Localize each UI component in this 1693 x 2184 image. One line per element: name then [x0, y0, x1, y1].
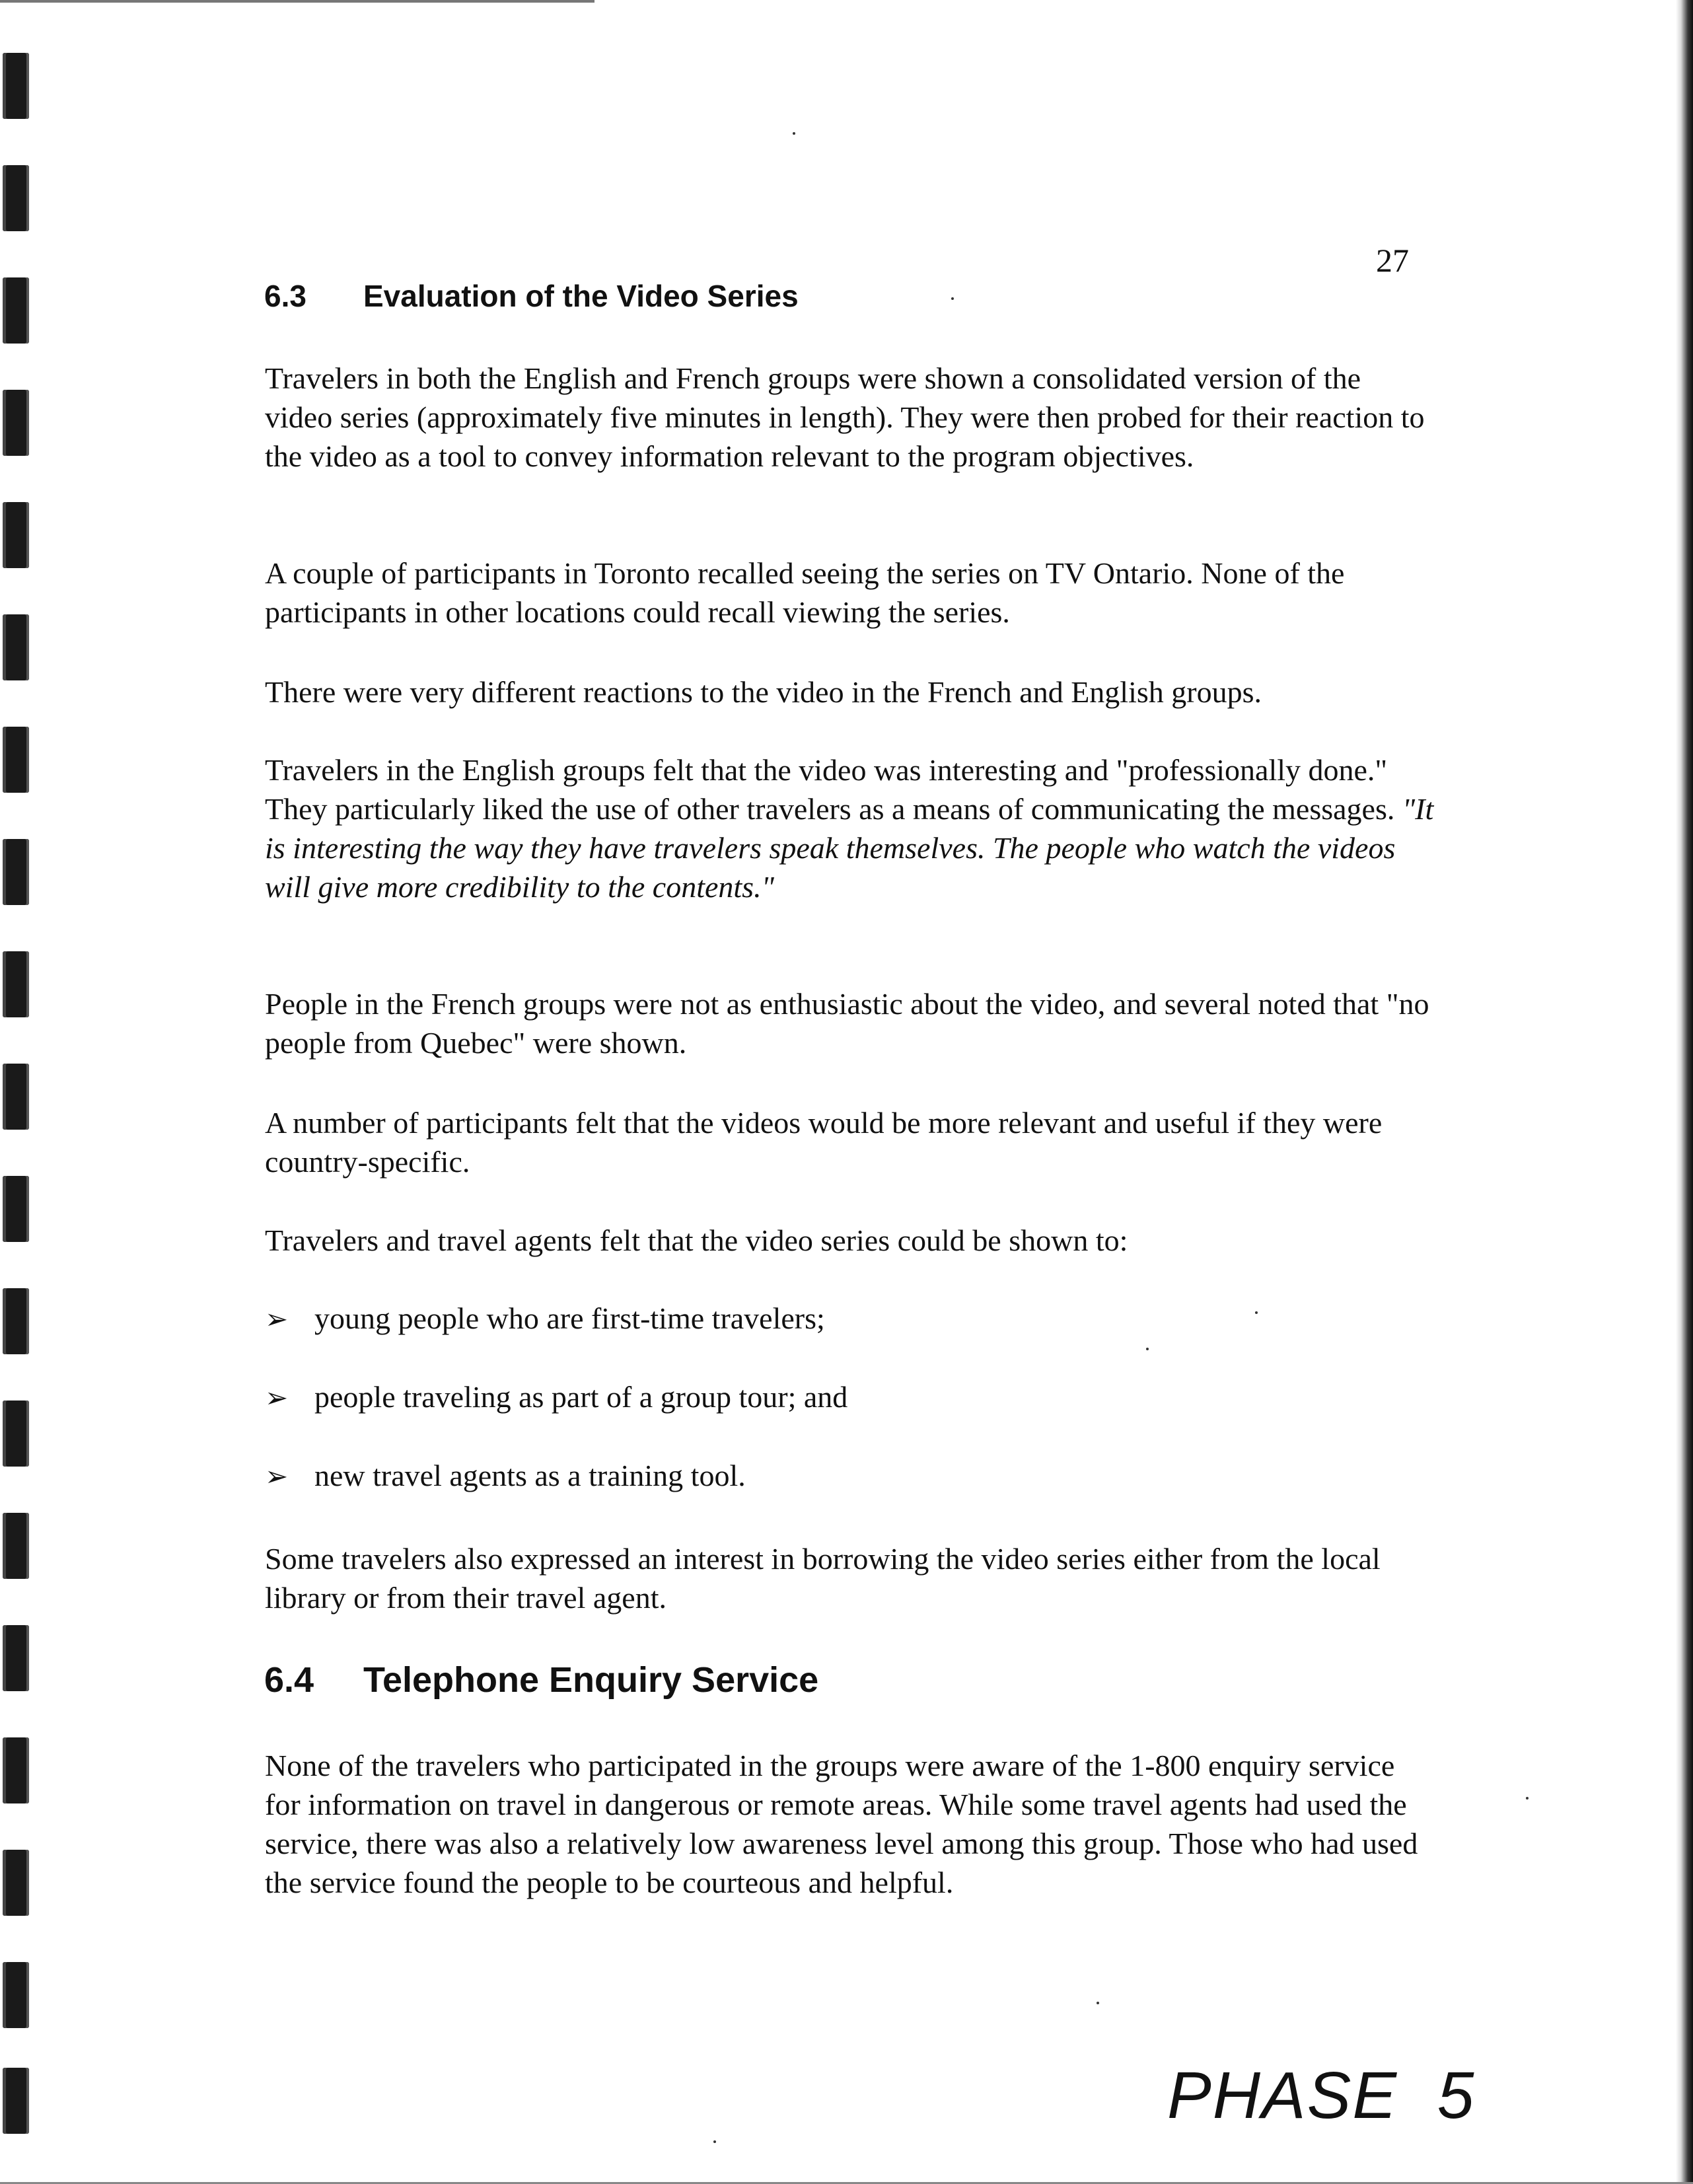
scan-speck [951, 297, 954, 300]
arrow-bullet-icon: ➢ [265, 1462, 289, 1492]
paragraph-recall: A couple of participants in Toronto recalled seeing the series on TV Ontario. None of the participants in other locations could recall viewing the series. [265, 556, 1345, 629]
arrow-bullet-icon: ➢ [265, 1305, 289, 1335]
binding-hole [3, 727, 29, 793]
arrow-bullet-icon: ➢ [265, 1383, 289, 1414]
scan-speck [1097, 2002, 1099, 2004]
paragraph-shown-to: Travelers and travel agents felt that the video series could be shown to: [265, 1223, 1128, 1257]
binding-holes [0, 0, 33, 2184]
bullet-item [265, 1377, 847, 1418]
section-number: 6.4 [264, 1660, 314, 1700]
paragraph-text: Travelers in the English groups felt that the video was interesting and "professionally done." They particularly liked the use of other travelers as a means of communicating the messages. [265, 753, 1402, 826]
binding-hole [3, 277, 29, 344]
scan-speck [1526, 1797, 1529, 1800]
binding-hole [3, 951, 29, 1017]
binding-hole [3, 1513, 29, 1579]
binding-hole [3, 1737, 29, 1803]
paragraph-enquiry-service: None of the travelers who participated in the groups were aware of the 1-800 enquiry service for information on travel in dangerous or remote areas. While some travel agents had used the service, there was also a relatively low awareness level among this group. Those who had used the service found the people to be courteous and helpful. [265, 1749, 1418, 1899]
binding-hole [3, 2068, 29, 2134]
binding-hole [3, 839, 29, 905]
bullet-item [265, 1299, 825, 1340]
binding-hole [3, 1064, 29, 1130]
paragraph-different-reactions: There were very different reactions to the video in the French and English groups. [265, 675, 1262, 709]
section-title: Telephone Enquiry Service [363, 1660, 819, 1700]
paragraph-borrowing: Some travelers also expressed an interest in borrowing the video series either from the local library or from their travel agent. [265, 1542, 1381, 1615]
binding-hole [3, 390, 29, 456]
binding-hole [3, 1625, 29, 1691]
section-number: 6.3 [264, 279, 306, 313]
scan-speck [713, 2140, 716, 2143]
binding-hole [3, 614, 29, 680]
participant-quote: "It is interesting the way they have travelers speak themselves. The people who watch the videos will give more credibility to the contents." [265, 792, 1434, 904]
page-number: 27 [1376, 242, 1409, 279]
section-heading-6-3 [264, 278, 799, 314]
bullet-item [265, 1456, 746, 1497]
binding-hole [3, 502, 29, 568]
scan-speck [1146, 1348, 1149, 1350]
binding-hole [3, 53, 29, 119]
binding-hole [3, 1176, 29, 1242]
paragraph-country-specific: A number of participants felt that the videos would be more relevant and useful if they were country-specific. [265, 1106, 1383, 1179]
paragraph-french-groups: People in the French groups were not as enthusiastic about the video, and several noted that "no people from Quebec" were shown. [265, 987, 1429, 1060]
section-heading-6-4 [264, 1659, 818, 1700]
scan-right-edge [1676, 0, 1693, 2184]
bullet-text: people traveling as part of a group tour; and [314, 1380, 848, 1414]
scan-speck [1255, 1311, 1258, 1314]
binding-hole [3, 1288, 29, 1354]
section-title: Evaluation of the Video Series [363, 279, 799, 313]
paragraph-video-shown: Travelers in both the English and French groups were shown a consolidated version of the video series (approximately five minutes in length). They were then probed for their reaction to the video as a tool to convey information relevant to the program objectives. [265, 361, 1425, 473]
bullet-text: new travel agents as a training tool. [314, 1459, 746, 1492]
scan-top-edge [0, 0, 594, 3]
binding-hole [3, 165, 29, 231]
binding-hole [3, 1850, 29, 1916]
scan-speck [793, 132, 795, 135]
binding-hole [3, 1401, 29, 1467]
phase-label: PHASE 5 [1167, 2058, 1476, 2132]
bullet-text: young people who are first-time travelers; [314, 1301, 825, 1335]
paragraph-english-groups [265, 750, 1434, 906]
binding-hole [3, 1962, 29, 2028]
